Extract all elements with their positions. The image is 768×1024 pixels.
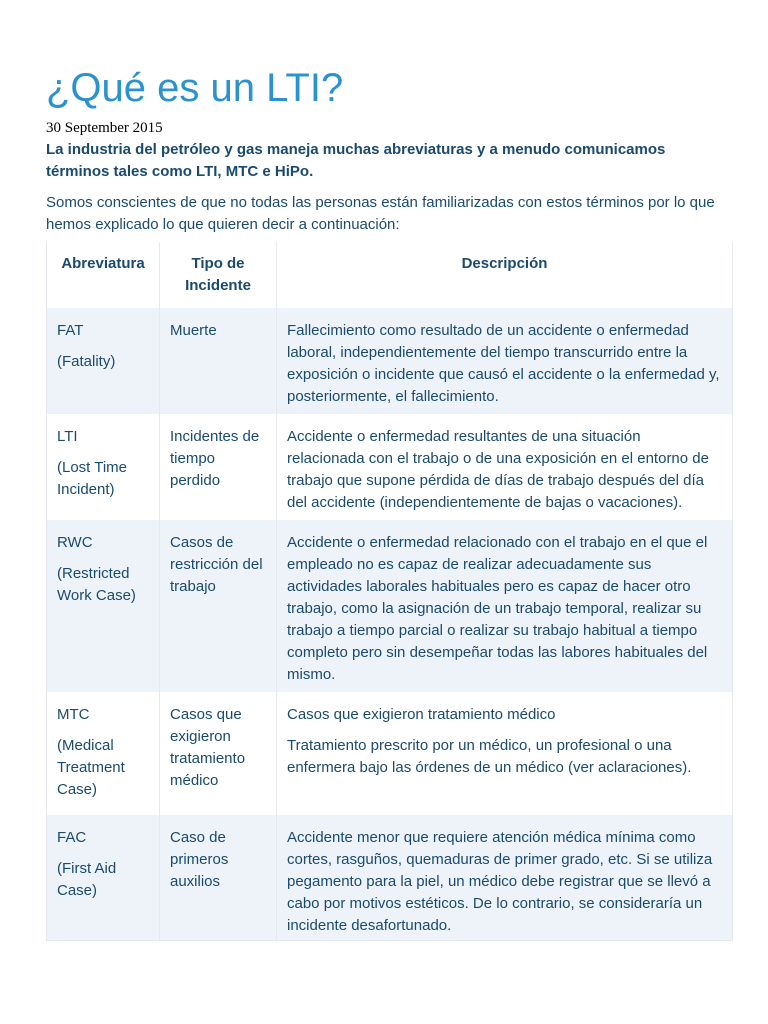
table-row bbox=[47, 414, 733, 520]
abbr-full: (Medical Treatment Case) bbox=[57, 737, 125, 798]
table-row bbox=[47, 815, 733, 940]
header-description: Descripción bbox=[277, 242, 733, 308]
intro-paragraph: Somos conscientes de que no todas las personas están familiarizadas con estos términos por lo que hemos explicado lo que quieren decir a continuación: bbox=[46, 194, 715, 233]
page-title: ¿Qué es un LTI? bbox=[46, 66, 344, 110]
abbr-full: (Lost Time Incident) bbox=[57, 459, 128, 498]
abbr-full: (First Aid Case) bbox=[57, 860, 117, 899]
abbr-cell bbox=[47, 520, 160, 692]
type-cell: Incidentes de tiempo perdido bbox=[160, 414, 277, 520]
abbr-code: LTI bbox=[57, 428, 78, 445]
desc-cell bbox=[277, 692, 733, 815]
abbr-full: (Restricted Work Case) bbox=[57, 565, 136, 604]
desc-text: Casos que exigieron tratamiento médico bbox=[287, 706, 556, 723]
table-row bbox=[47, 308, 733, 414]
type-cell: Casos de restricción del trabajo bbox=[160, 520, 277, 692]
table-row bbox=[47, 692, 733, 815]
desc-cell: Fallecimiento como resultado de un accidente o enfermedad laboral, independientemente del tiempo transcurrido entre la exposición o incidente que causó el accidente o la enfermedad y, posteriormente, el fallecimiento. bbox=[277, 308, 733, 414]
type-cell: Caso de primeros auxilios bbox=[160, 815, 277, 940]
lead-paragraph: La industria del petróleo y gas maneja muchas abreviaturas y a menudo comunicamos términos tales como LTI, MTC e HiPo. bbox=[46, 141, 666, 180]
header-incident-type: Tipo de Incidente bbox=[160, 242, 277, 308]
desc-cell: Accidente o enfermedad resultantes de una situación relacionada con el trabajo o de una exposición en el entorno de trabajo que supone pérdida de días de trabajo después del día del accidente (independientemente de bajas o vacaciones). bbox=[277, 414, 733, 520]
header-abbreviation: Abreviatura bbox=[47, 242, 160, 308]
abbr-cell bbox=[47, 414, 160, 520]
abbr-full: (Fatality) bbox=[57, 353, 116, 370]
desc-text-secondary: Tratamiento prescrito por un médico, un profesional o una enfermera bajo las órdenes de un médico (ver aclaraciones). bbox=[287, 737, 692, 776]
abbr-code: RWC bbox=[57, 534, 93, 551]
type-cell: Casos que exigieron tratamiento médico bbox=[160, 692, 277, 815]
publish-date: 30 September 2015 bbox=[46, 120, 163, 136]
abbr-cell bbox=[47, 692, 160, 815]
abbr-cell bbox=[47, 308, 160, 414]
abbreviations-table bbox=[46, 242, 733, 941]
type-cell: Muerte bbox=[160, 308, 277, 414]
abbr-code: FAC bbox=[57, 829, 87, 846]
abbr-code: MTC bbox=[57, 706, 90, 723]
table-row bbox=[47, 520, 733, 692]
table-header-row bbox=[47, 242, 733, 308]
desc-cell: Accidente menor que requiere atención médica mínima como cortes, rasguños, quemaduras de primer grado, etc. Si se utiliza pegamento para la piel, un médico debe registrar que se llevó a cabo por motivos estéticos. De lo contrario, se consideraría un incidente desafortunado. bbox=[277, 815, 733, 940]
desc-cell: Accidente o enfermedad relacionado con el trabajo en el que el empleado no es capaz de realizar adecuadamente sus actividades laborales habituales pero es capaz de hacer otro trabajo, como la asignación de un trabajo temporal, realizar su trabajo a tiempo parcial o realizar su trabajo habitual a tiempo completo pero sin desempeñar todas las labores habituales del mismo. bbox=[277, 520, 733, 692]
abbr-code: FAT bbox=[57, 322, 84, 339]
abbr-cell bbox=[47, 815, 160, 940]
